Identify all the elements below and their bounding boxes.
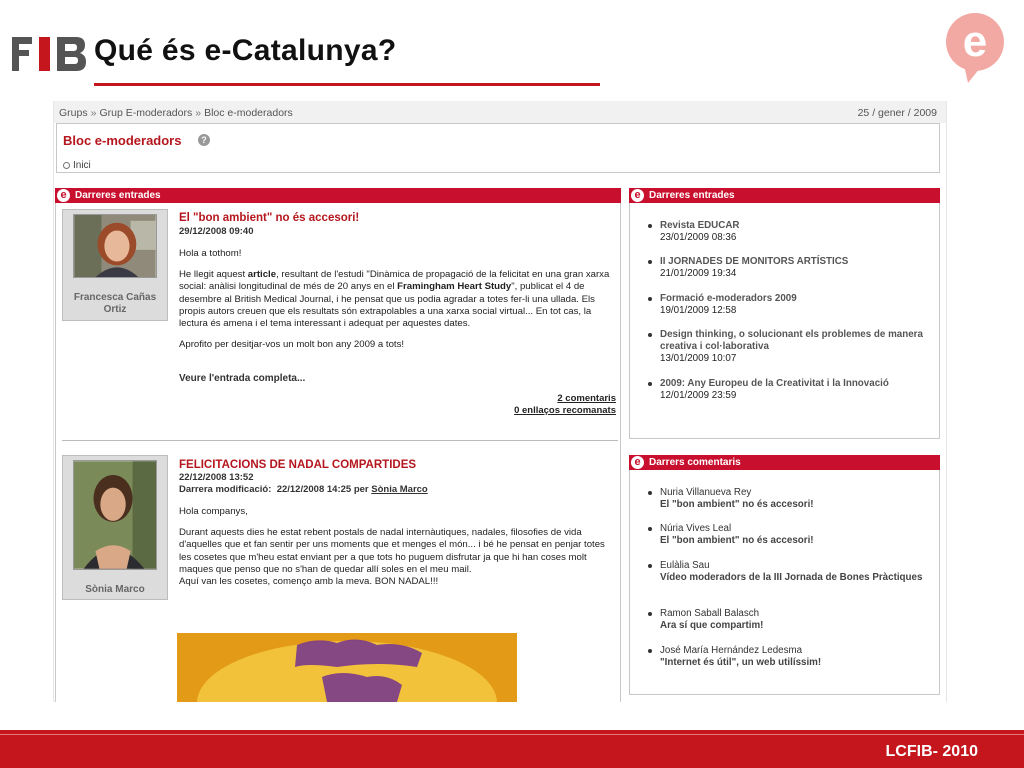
ecatalunya-logo — [944, 13, 1006, 85]
help-icon[interactable]: ? — [198, 134, 210, 146]
breadcrumb-separator: » — [195, 107, 202, 119]
christmas-card-art — [177, 633, 517, 702]
bloc-title[interactable]: Bloc e-moderadors — [63, 133, 182, 148]
title-rule — [94, 83, 600, 86]
post-title[interactable]: FELICITACIONS DE NADAL COMPARTIDES — [179, 459, 417, 471]
bullet-icon — [648, 297, 652, 301]
post-date: 22/12/2008 13:52 — [179, 472, 254, 483]
ecat-e-icon: e — [631, 456, 644, 469]
list-item[interactable]: Revista EDUCAR 23/01/2009 08:36 — [660, 220, 930, 244]
author-card[interactable] — [62, 209, 168, 321]
article-link[interactable]: article — [247, 269, 277, 281]
side-comments-label: Darrers comentaris — [649, 457, 741, 468]
post-links — [514, 393, 616, 417]
avatar — [73, 214, 157, 278]
main-entries-panel — [55, 203, 621, 702]
bullet-icon — [648, 491, 652, 495]
side-comments-panel — [629, 470, 940, 695]
slide-title: Qué és e-Catalunya? — [94, 34, 397, 67]
ecatalunya-logo-letter: e — [962, 17, 988, 66]
comments-link[interactable]: 2 comentaris — [557, 393, 616, 404]
list-item[interactable]: Núria Vives Leal El "bon ambient" no és accesori! — [660, 523, 930, 547]
breadcrumb-grup-emoderadors[interactable]: Grup E-moderadors — [99, 107, 193, 119]
post-paragraph: He llegit aquest article, resultant de l'estudi "Dinàmica de propagació de la felicitat en una gran xarxa social: anàlisi longitudinal de més de 20 anys en el Framingham Heart Study", publicat el 4 de desembre al British Medical Journal, i he pensat que us podia agradar a totes fer-li una ullada. Els propis autors creuen que els resultats són extrapolables a una xarxa social virtual... En tot cas, la lectura és amena i el tema interessant i adequat per aquestes dates. — [179, 269, 610, 330]
bullet-icon — [648, 382, 652, 386]
footer-line — [0, 734, 1024, 735]
list-item[interactable]: Design thinking, o solucionant els problemes de manera creativa i col·laborativa 13/01/2009 10:07 — [660, 329, 930, 365]
list-item[interactable]: Nuria Villanueva Rey El "bon ambient" no és accesori! — [660, 487, 930, 511]
ecatalunya-screenshot — [53, 101, 947, 702]
slide-footer — [0, 730, 1024, 768]
bullet-icon — [648, 224, 652, 228]
author-name: Sònia Marco — [85, 584, 145, 595]
post-paragraph: Aprofito per desitjar-vos un molt bon any 2009 a tots! — [179, 339, 405, 351]
modified-by-link[interactable]: Sònia Marco — [371, 484, 428, 495]
bullet-icon — [648, 260, 652, 264]
breadcrumb-bloc-emoderadors[interactable]: Bloc e-moderadors — [204, 107, 293, 119]
christmas-card-image[interactable] — [177, 633, 517, 702]
bullet-icon — [648, 649, 652, 653]
inici-label: Inici — [73, 160, 91, 171]
current-date: 25 / gener / 2009 — [857, 107, 937, 119]
side-entries-panel — [629, 203, 940, 439]
ecat-e-icon: e — [631, 189, 644, 202]
post-paragraph: Aquí van les cosetes, començo amb la meva. BON NADAL!!! — [179, 576, 439, 588]
side-entries-header — [629, 188, 940, 203]
bullet-icon — [648, 564, 652, 568]
footer-label: LCFIB- 2010 — [885, 743, 978, 760]
fib-logo — [12, 36, 86, 72]
post-body — [179, 506, 617, 597]
bullet-icon — [648, 527, 652, 531]
breadcrumb — [59, 107, 293, 119]
circle-bullet-icon — [63, 162, 70, 169]
author-name: Francesca Cañas Ortiz — [73, 292, 157, 315]
main-section-header — [55, 188, 621, 203]
side-entries-label: Darreres entrades — [649, 190, 735, 201]
list-item[interactable]: Eulàlia Sau Vídeo moderadors de la III Jornada de Bones Pràctiques — [660, 560, 930, 584]
bullet-icon — [648, 333, 652, 337]
list-item[interactable]: José María Hernández Ledesma "Internet és útil", un web utilíssim! — [660, 645, 930, 669]
framingham-link[interactable]: Framingham Heart Study — [397, 281, 512, 293]
post-paragraph: Hola companys, — [179, 506, 248, 517]
side-comments-header — [629, 455, 940, 470]
breadcrumb-grups[interactable]: Grups — [59, 107, 88, 119]
main-section-label: Darreres entrades — [75, 190, 161, 201]
post-date: 29/12/2008 09:40 — [179, 226, 254, 237]
author-card[interactable] — [62, 455, 168, 600]
post-body — [179, 248, 617, 360]
list-item[interactable]: II JORNADES DE MONITORS ARTÍSTICS 21/01/2009 19:34 — [660, 256, 930, 280]
list-item[interactable]: 2009: Any Europeu de la Creativitat i la Innovació 12/01/2009 23:59 — [660, 378, 930, 402]
post-title[interactable]: El "bon ambient" no és accesori! — [179, 212, 360, 224]
ecat-e-icon: e — [57, 189, 70, 202]
recommended-links[interactable]: 0 enllaços recomanats — [514, 405, 616, 416]
list-item[interactable]: Ramon Saball Balasch Ara sí que compartim! — [660, 608, 930, 632]
breadcrumb-separator: » — [90, 107, 97, 119]
post-divider — [62, 440, 618, 441]
post-paragraph: Hola a tothom! — [179, 248, 242, 259]
breadcrumb-bar — [54, 101, 946, 123]
post-paragraph: Durant aquests dies he estat rebent postals de nadal internàutiques, nadales, filosofies de vida d'aquelles que et fan sentir per uns moments que et menges el món... i bé he pensat en penjar totes les cosetes que m'heu estat enviant per a que tots ho puguem disfrutar ja que hi han coses molt maques que penso que no s'han de quedar allí soles en el meu mail. — [179, 527, 605, 575]
read-more-link[interactable]: Veure l'entrada completa... — [179, 373, 306, 384]
bullet-icon — [648, 612, 652, 616]
list-item[interactable]: Formació e-moderadors 2009 19/01/2009 12:58 — [660, 293, 930, 317]
avatar — [73, 460, 157, 570]
post-modified: Darrera modificació: 22/12/2008 14:25 per Sònia Marco — [179, 484, 428, 495]
inici-link[interactable] — [63, 160, 91, 171]
bloc-header-box — [56, 123, 940, 173]
